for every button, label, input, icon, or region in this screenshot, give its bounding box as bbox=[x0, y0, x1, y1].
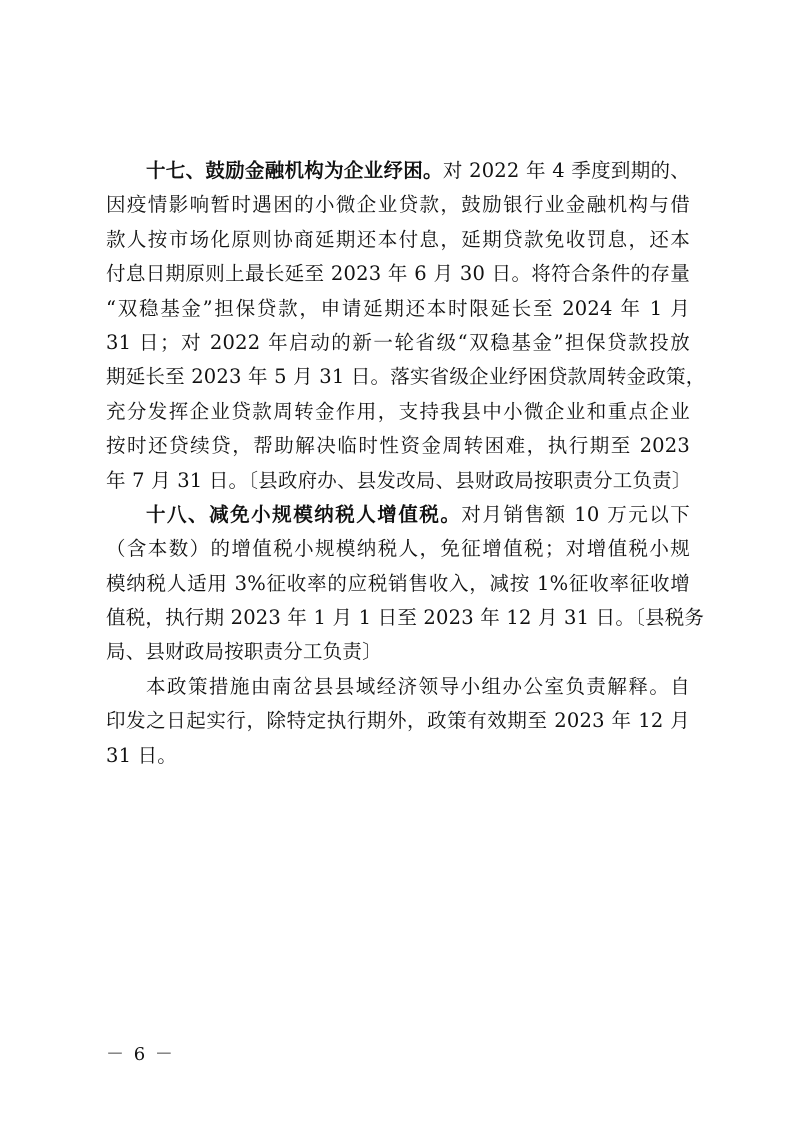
document-body bbox=[106, 154, 706, 773]
paragraph-18-line-5: 局、县财政局按职责分工负责〕 bbox=[106, 640, 382, 664]
paragraph-17-line-8: 充分发挥企业贷款周转金作用，支持我县中小微企业和重点企业 bbox=[106, 399, 690, 423]
closing-paragraph-line-2: 印发之日起实行，除特定执行期外，政策有效期至 2023 年 12 月 bbox=[106, 709, 690, 733]
paragraph-18 bbox=[106, 498, 705, 670]
paragraph-17-line-2: 因疫情影响暂时遇困的小微企业贷款，鼓励银行业金融机构与借 bbox=[106, 193, 690, 217]
closing-paragraph-line-3: 31 日。 bbox=[106, 743, 178, 767]
paragraph-18-text: 对月销售额 10 万元以下 bbox=[461, 502, 690, 526]
closing-paragraph-line-1: 本政策措施由南岔县县域经济领导小组办公室负责解释。自 bbox=[146, 674, 690, 698]
paragraph-17-line-1 bbox=[106, 154, 690, 188]
paragraph-18-line-1 bbox=[106, 498, 690, 532]
paragraph-18-line-2: （含本数）的增值税小规模纳税人，免征增值税；对增值税小规 bbox=[106, 537, 690, 561]
paragraph-17-text: 对 2022 年 4 季度到期的、 bbox=[442, 159, 690, 182]
paragraph-17-line-9: 按时还贷续贷，帮助解决临时性资金周转困难，执行期至 2023 bbox=[106, 434, 690, 458]
paragraph-18-heading: 十八、减免小规模纳税人增值税。 bbox=[146, 502, 462, 526]
paragraph-17-line-4: 付息日期原则上最长延至 2023 年 6 月 30 日。将符合条件的存量 bbox=[106, 262, 690, 286]
paragraph-17-line-3: 款人按市场化原则协商延期还本付息，延期贷款免收罚息，还本 bbox=[106, 227, 690, 251]
paragraph-17-line-10: 年 7 月 31 日。〔县政府办、县发改局、县财政局按职责分工负责〕 bbox=[106, 468, 692, 492]
page-number: － 6 － bbox=[106, 1044, 175, 1065]
paragraph-17-line-5: “双稳基金”担保贷款，申请延期还本时限延长至 2024 年 1 月 bbox=[106, 296, 690, 320]
paragraph-17-line-7: 期延长至 2023 年 5 月 31 日。落实省级企业纾困贷款周转金政策， bbox=[106, 365, 706, 389]
closing-paragraph bbox=[106, 670, 690, 773]
paragraph-18-line-4: 值税，执行期 2023 年 1 月 1 日至 2023 年 12 月 31 日。〔县税务 bbox=[106, 606, 705, 630]
paragraph-17-heading: 十七、鼓励金融机构为企业纾困。 bbox=[146, 159, 443, 182]
paragraph-17 bbox=[106, 154, 706, 498]
paragraph-18-line-3: 模纳税人适用 3%征收率的应税销售收入，减按 1%征收率征收增 bbox=[106, 571, 690, 595]
paragraph-17-line-6: 31 日；对 2022 年启动的新一轮省级“双稳基金”担保贷款投放 bbox=[106, 330, 690, 354]
